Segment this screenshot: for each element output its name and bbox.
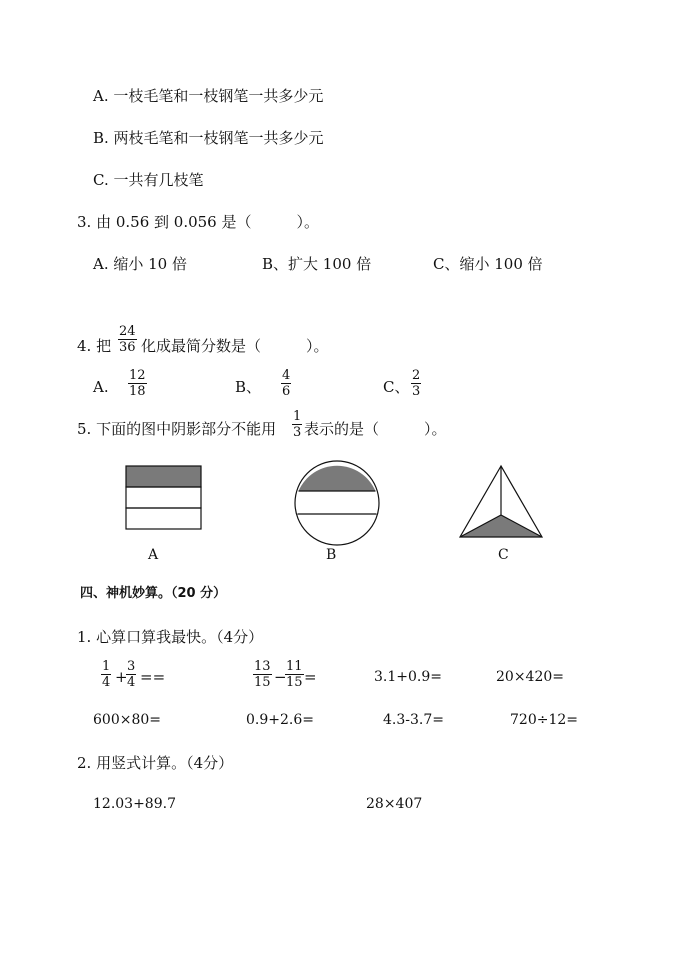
figure-c-triangle <box>458 464 544 540</box>
q4-option-a-fraction <box>128 368 147 399</box>
q2-option-a: A. 一枝毛笔和一枝钢笔一共多少元 <box>93 87 324 105</box>
calc1-expr6: 0.9+2.6= <box>246 712 314 728</box>
calc1-expr1-num1: 1 <box>102 659 111 674</box>
calc2-expr2: 28×407 <box>366 796 423 812</box>
q3-option-a: A. 缩小 10 倍 <box>93 255 187 273</box>
q4-option-a-label: A. <box>93 378 109 396</box>
q4-suffix: 化成最简分数是（ ）。 <box>141 337 329 355</box>
q4-fraction-denominator: 36 <box>119 340 136 355</box>
q5-fraction <box>292 409 302 440</box>
calc1-expr1-frac1 <box>101 659 111 690</box>
calc1-expr7: 4.3-3.7= <box>383 712 444 728</box>
calc1-expr2-operator: − <box>274 668 287 686</box>
calc2-title: 2. 用竖式计算。（4分） <box>77 754 234 772</box>
figure-a-label: A <box>148 547 159 563</box>
figure-a-shaded-row <box>126 466 201 487</box>
q4-prefix: 4. 把 <box>77 337 112 355</box>
q3-option-b: B、扩大 100 倍 <box>262 255 372 273</box>
q4-option-a-numerator: 12 <box>129 368 146 383</box>
calc2-expr1: 12.03+89.7 <box>93 796 176 812</box>
figure-a-row-2 <box>126 487 201 508</box>
q2-option-b: B. 两枝毛笔和一枝钢笔一共多少元 <box>93 129 324 147</box>
calc1-expr1-equals: == <box>140 668 166 686</box>
calc1-expr1-operator: + <box>115 668 128 686</box>
q4-option-c-numerator: 2 <box>412 368 421 383</box>
calc1-expr8: 720÷12= <box>510 712 578 728</box>
calc1-expr2-num2: 11 <box>286 659 303 674</box>
q2-option-c: C. 一共有几枝笔 <box>93 171 204 189</box>
calc1-expr1-num2: 3 <box>127 659 136 674</box>
calc1-expr1-frac2 <box>126 659 136 690</box>
q4-option-b-denominator: 6 <box>282 384 291 399</box>
q3-option-c: C、缩小 100 倍 <box>433 255 543 273</box>
calc1-expr2-den2: 15 <box>286 675 303 690</box>
calc1-expr2-frac2 <box>285 659 304 690</box>
figure-c-label: C <box>498 547 509 563</box>
calc1-expr5: 600×80= <box>93 712 161 728</box>
q4-option-c-fraction <box>411 368 421 399</box>
calc1-expr2-num1: 13 <box>254 659 271 674</box>
calc1-expr1-den2: 4 <box>127 675 136 690</box>
q5-fraction-denominator: 3 <box>293 425 302 440</box>
figure-a-rectangle <box>125 465 203 531</box>
figure-b-shaded-segment <box>299 466 376 491</box>
q4-option-b-label: B、 <box>235 378 262 396</box>
q4-option-b-numerator: 4 <box>282 368 291 383</box>
figure-c-shaded-part <box>460 515 542 537</box>
q3-stem: 3. 由 0.56 到 0.056 是（ ）。 <box>77 213 319 231</box>
calc1-expr4: 20×420= <box>496 669 564 685</box>
q5-fraction-numerator: 1 <box>293 409 302 424</box>
q4-option-c-label: C、 <box>383 378 410 396</box>
q4-fraction <box>118 324 137 355</box>
q5-prefix: 5. 下面的图中阴影部分不能用 <box>77 420 277 438</box>
calc1-title: 1. 心算口算我最快。（4分） <box>77 628 264 646</box>
q4-option-c-denominator: 3 <box>412 384 421 399</box>
q4-option-b-fraction <box>281 368 291 399</box>
calc1-expr2-equals: = <box>304 668 317 686</box>
q4-fraction-numerator: 24 <box>119 324 136 339</box>
calc1-expr2-frac1 <box>253 659 272 690</box>
calc1-expr3: 3.1+0.9= <box>374 669 442 685</box>
figure-a-row-3 <box>126 508 201 529</box>
figure-b-circle <box>294 460 380 546</box>
calc1-expr2-den1: 15 <box>254 675 271 690</box>
section-4-heading: 四、神机妙算。（20 分） <box>80 586 227 601</box>
calc1-expr1-den1: 4 <box>102 675 111 690</box>
q4-option-a-denominator: 18 <box>129 384 146 399</box>
figure-b-label: B <box>326 547 337 563</box>
q5-suffix: 表示的是（ ）。 <box>304 420 447 438</box>
